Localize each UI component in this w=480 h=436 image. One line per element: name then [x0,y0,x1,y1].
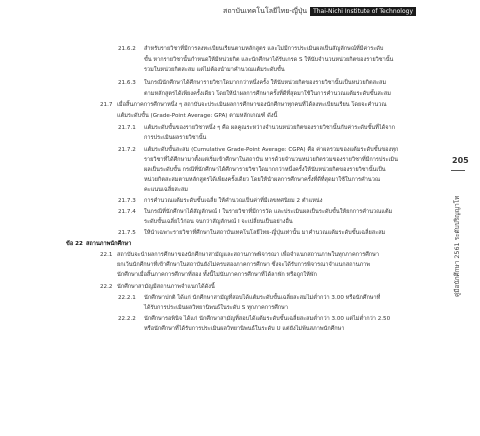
page-number: 205 [452,156,469,165]
clause-text: แต้มระดับขั้นของรายวิชาหนึ่ง ๆ คือ ผลคูณระหว่างจำนวนหน่วยกิตของรายวิชานั้นกับค่าระดับขั้นที่ได้จาก [144,125,396,131]
side-section-label: คู่มือนักศึกษา 2561 ระดับปริญญาโท [453,196,461,298]
clause-number: 22.2.2 [118,316,136,322]
document-line [144,219,293,226]
clause-text: ในกรณีนักศึกษาได้ศึกษารายวิชาใดมากกว่าหนึ่งครั้ง ให้นับหน่วยกิตของรายวิชานั้นเป็นหน่วยกิตสะสม [144,80,387,86]
clause-text: นักศึกษารอพินิจ ได้แก่ นักศึกษาสามัญที่สอบได้แต้มระดับขั้นเฉลี่ยสะสมต่ำกว่า 3.00 แต่ไม่ต่ำกว่า 2.50 [144,316,391,322]
clause-number: 21.7.1 [118,125,136,131]
document-line [117,262,370,269]
document-line [118,209,393,216]
clause-number: 21.7.4 [118,209,136,215]
institute-name: สถาบันเทคโนโลยีไทย-ญี่ปุ่น [223,7,308,15]
document-line [118,46,384,53]
clause-number: 21.7.3 [118,198,136,204]
clause-text: เมื่อสิ้นภาคการศึกษาหนึ่ง ๆ สถาบันจะประเมินผลการศึกษาของนักศึกษาทุกคนที่ได้ลงทะเบียนเรียน โดยจะคำนวณ [117,102,387,108]
clause-text: แต้มระดับขั้น (Grade-Point Average: GPA) ตามหลักเกณฑ์ ดังนี้ [117,113,278,119]
document-line [144,326,345,333]
clause-text: การคำนวณแต้มระดับขั้นเฉลี่ย ให้คำนวณเป็นค่าที่มีเลขทศนิยม 2 ตำแหน่ง [144,198,323,204]
clause-text: คะแนนเฉลี่ยสะสม [144,187,188,193]
side-divider [451,170,465,171]
clause-number: ข้อ 22 [66,241,83,247]
clause-text: รวมในหน่วยกิตสะสม แต่ไม่ต้องนำมาคำนวณแต้มระดับขั้น [144,67,285,73]
clause-text: ในกรณีที่นักศึกษาได้สัญลักษณ์ I ในรายวิชาที่มีการวัด และประเมินผลเป็นระดับขั้นให้ยกการคำนวณแต้ม [144,209,393,215]
clause-text: การประเมินผลรายวิชานั้น [144,135,207,141]
clause-text: รายวิชาที่ได้ศึกษามาตั้งแต่เริ่มเข้าศึกษาในสถาบัน หารด้วยจำนวนหน่วยกิตรวมของรายวิชาที่มีการประเมิน [144,157,398,163]
clause-text: สถาบันจะนำผลการศึกษาของนักศึกษาสามัญและสถานภาพพิจารณา เพื่อจำแนกสถานภาพในทุกภาคการศึกษา [117,252,379,258]
clause-number: 21.7.5 [118,230,136,236]
clause-text: หน่วยกิตสะสมตามหลักสูตรได้เพียงครั้งเดียว โดยให้นำผลการศึกษาครั้งที่ดีที่สุดมาใช้ในการคำนวณ [144,177,381,183]
clause-text: สถานภาพนักศึกษา [86,241,132,247]
document-line [144,67,285,74]
document-line [144,157,398,164]
document-line [118,295,381,302]
document-line [144,187,188,194]
document-line [118,198,323,205]
clause-text: แต้มระดับขั้นสะสม (Cumulative Grade-Point Average: CGPA) คือ ค่าผลรวมของแต้มระดับขั้นของทุก [144,147,399,153]
clause-text: สำหรับรายวิชาที่มีการลงทะเบียนเรียนตามหลักสูตร และไม่มีการประเมินผลเป็นสัญลักษณ์ที่มีค่าระดับ [144,46,384,52]
clause-text: ผลเป็นระดับขั้น กรณีที่นักศึกษาได้ศึกษารายวิชาใดมากกว่าหนึ่งครั้งให้นับหน่วยกิตของรายวิชานั้นเป็น [144,167,386,173]
clause-text: ได้รับการประเมินผลวิทยานิพนธ์ในระดับ S ทุกภาคการศึกษา [144,305,289,311]
document-line [144,57,393,64]
clause-text: ตามหลักสูตรได้เพียงครั้งเดียว โดยให้นำผลการศึกษาครั้งที่ดีที่สุดมาใช้ในการคำนวณแต้มระดับขั้นสะสม [144,91,391,97]
clause-text: ระดับขั้นเฉลี่ยไว้ก่อน จนกว่าสัญลักษณ์ I จะเปลี่ยนเป็นอย่างอื่น [144,219,293,225]
document-line [118,125,396,132]
clause-text: ยกเว้นนักศึกษาที่เข้าศึกษาในสถาบันยังไม่ครบสองภาคการศึกษา ซึ่งจะได้รับการพิจารณาจำแนกสถานภาพ [117,262,370,268]
clause-number: 22.2.1 [118,295,136,301]
clause-text: ขั้น หากรายวิชานั้นกำหนดให้มีหน่วยกิต และนักศึกษาได้รับเกรด S ให้นับจำนวนหน่วยกิตของรายวิชานั้น [144,57,394,63]
clause-number: 21.6.2 [118,46,136,52]
institute-badge: Thai-Nichi Institute of Technology [310,7,416,16]
clause-text: ให้นำเฉพาะรายวิชาที่ศึกษาในสถาบันเทคโนโลยีไทย-ญี่ปุ่นเท่านั้น มาคำนวณแต้มระดับขั้นเฉลี่ยสะสม [144,230,386,236]
clause-text: นักศึกษาสามัญมีสถานภาพจำแนกได้ดังนี้ [117,284,215,290]
document-line [100,252,379,259]
document-line [118,80,387,87]
clause-number: 21.6.3 [118,80,136,86]
document-line [100,102,387,109]
clause-number: 21.7.2 [118,147,136,153]
document-line [100,284,215,291]
document-line [144,177,380,184]
clause-number: 21.7 [100,102,113,108]
document-line [66,241,132,248]
clause-text: นักศึกษาเมื่อสิ้นภาคการศึกษาที่สอง ทั้งนี้ไม่นับภาคการศึกษาที่ได้ลาพัก หรือถูกให้พัก [117,272,317,278]
page-header [223,6,416,17]
document-line [118,147,399,154]
document-line [117,272,317,279]
document-line [117,113,277,120]
document-line [144,305,288,312]
clause-text: หรือนักศึกษาที่ได้รับการประเมินผลวิทยานิพนธ์ในระดับ U แต่ยังไม่พ้นสภาพนักศึกษา [144,326,345,332]
clause-number: 22.2 [100,284,113,290]
clause-number: 22.1 [100,252,113,258]
document-line [118,316,391,323]
document-line [118,230,386,237]
document-line [144,167,386,174]
document-line [144,135,206,142]
document-line [144,91,391,98]
clause-text: นักศึกษาปกติ ได้แก่ นักศึกษาสามัญที่สอบได้แต้มระดับขั้นเฉลี่ยสะสมไม่ต่ำกว่า 3.00 หรือนักศึกษาที่ [144,295,381,301]
